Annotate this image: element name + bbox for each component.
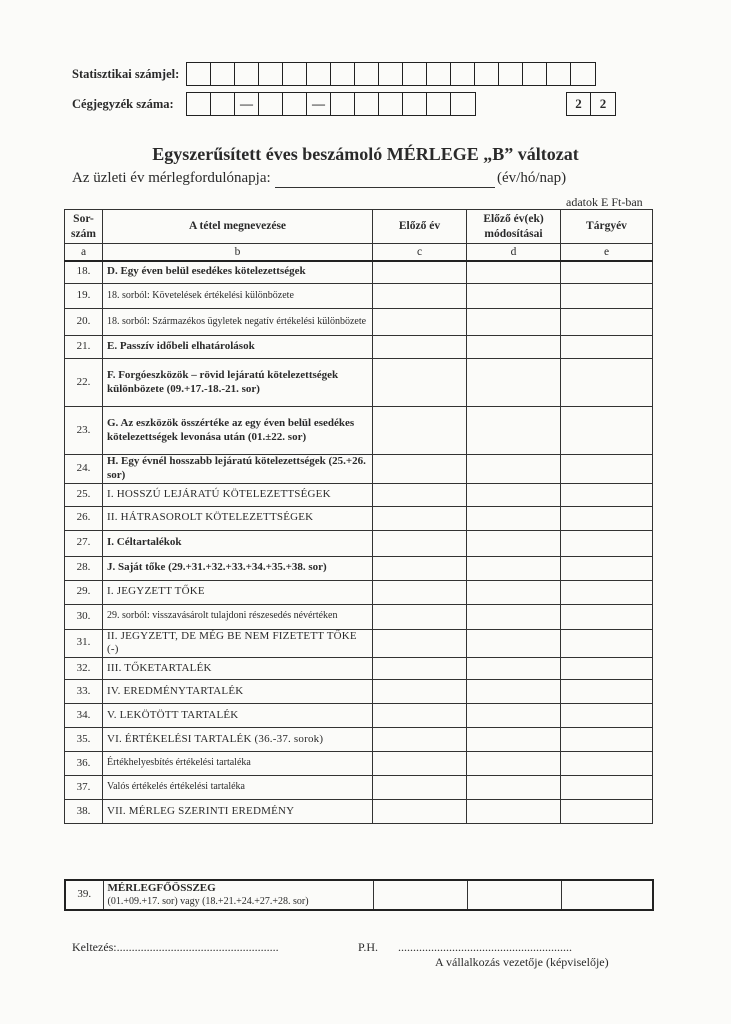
total-table bbox=[64, 879, 654, 911]
cell-mod[interactable] bbox=[467, 680, 561, 704]
cell-prev[interactable] bbox=[373, 776, 467, 800]
cell-prev[interactable] bbox=[373, 284, 467, 309]
col-header-name: A tétel megnevezése bbox=[103, 210, 373, 244]
cell-mod[interactable] bbox=[467, 407, 561, 455]
table-row bbox=[65, 629, 653, 658]
row-number: 36. bbox=[65, 752, 103, 776]
cell-mod[interactable] bbox=[467, 880, 561, 910]
row-number: 24. bbox=[65, 455, 103, 484]
unit-note: adatok E Ft-ban bbox=[566, 195, 643, 209]
signature-label: A vállalkozás vezetője (képviselője) bbox=[435, 955, 609, 969]
digit-cell[interactable] bbox=[379, 93, 403, 115]
row-number: 18. bbox=[65, 261, 103, 284]
cell-mod[interactable] bbox=[467, 455, 561, 484]
digit-cell[interactable] bbox=[571, 63, 595, 85]
row-number: 26. bbox=[65, 506, 103, 530]
digit-cell[interactable] bbox=[283, 63, 307, 85]
cell-mod[interactable] bbox=[467, 800, 561, 824]
cell-curr[interactable] bbox=[561, 728, 653, 752]
cell-mod[interactable] bbox=[467, 556, 561, 580]
cell-mod[interactable] bbox=[467, 261, 561, 284]
date-field[interactable]: Keltezés:...................................................... bbox=[72, 940, 279, 954]
digit-cell[interactable] bbox=[427, 93, 451, 115]
cell-curr[interactable] bbox=[561, 506, 653, 530]
row-number: 37. bbox=[65, 776, 103, 800]
col-letter-c: c bbox=[373, 244, 467, 261]
digit-cell[interactable] bbox=[403, 63, 427, 85]
stamp-label: P.H. bbox=[358, 940, 379, 954]
company-reg-label: Cégjegyzék száma: bbox=[72, 97, 174, 111]
row-label: Valós értékelés értékelési tartaléka bbox=[103, 776, 373, 800]
row-label: II. JEGYZETT, DE MÉG BE NEM FIZETETT TŐKE (-) bbox=[103, 629, 373, 658]
row-number: 31. bbox=[65, 629, 103, 658]
cell-curr[interactable] bbox=[561, 407, 653, 455]
cell-prev[interactable] bbox=[373, 580, 467, 604]
cell-mod[interactable] bbox=[467, 776, 561, 800]
page-title: Egyszerűsített éves beszámoló MÉRLEGE „B” változat bbox=[152, 144, 579, 164]
digit-cell[interactable] bbox=[259, 93, 283, 115]
cell-mod[interactable] bbox=[467, 728, 561, 752]
cell-mod[interactable] bbox=[467, 483, 561, 506]
table-row bbox=[65, 556, 653, 580]
row-number: 23. bbox=[65, 407, 103, 455]
row-number: 27. bbox=[65, 530, 103, 556]
cell-mod[interactable] bbox=[467, 629, 561, 658]
cell-mod[interactable] bbox=[467, 658, 561, 680]
digit-cell[interactable] bbox=[211, 63, 235, 85]
digit-cell[interactable] bbox=[427, 63, 451, 85]
row-label: II. HÁTRASOROLT KÖTELEZETTSÉGEK bbox=[103, 506, 373, 530]
row-number: 22. bbox=[65, 359, 103, 407]
cell-mod[interactable] bbox=[467, 530, 561, 556]
row-label: D. Egy éven belül esedékes kötelezettségek bbox=[103, 261, 373, 284]
balance-date-format: (év/hó/nap) bbox=[497, 170, 567, 186]
row-number: 19. bbox=[65, 284, 103, 309]
digit-cell[interactable] bbox=[523, 63, 547, 85]
cell-curr[interactable] bbox=[561, 658, 653, 680]
stat-number-label: Statisztikai számjel: bbox=[72, 67, 180, 81]
balance-date-label: Az üzleti év mérlegfordulónapja: bbox=[72, 170, 271, 186]
total-title: MÉRLEGFŐÖSSZEG bbox=[107, 881, 216, 894]
cell-mod[interactable] bbox=[467, 704, 561, 728]
cell-mod[interactable] bbox=[467, 284, 561, 309]
digit-cell[interactable] bbox=[451, 93, 475, 115]
table-row bbox=[65, 284, 653, 309]
col-header-mod: Előző év(ek) módosításai bbox=[467, 210, 561, 244]
balance-table bbox=[64, 209, 653, 824]
row-label: E. Passzív időbeli elhatárolások bbox=[103, 336, 373, 359]
digit-cell[interactable] bbox=[211, 93, 235, 115]
cell-curr[interactable] bbox=[561, 261, 653, 284]
col-letter-a: a bbox=[65, 244, 103, 261]
row-label: F. Forgóeszközök – rövid lejáratú kötelezettségek különbözete (09.+17.-18.-21. sor) bbox=[103, 359, 373, 407]
row-number: 34. bbox=[65, 704, 103, 728]
digit-cell[interactable]: 2 bbox=[599, 96, 607, 111]
cell-curr[interactable] bbox=[561, 629, 653, 658]
col-header-prev: Előző év bbox=[373, 210, 467, 244]
table-row-total bbox=[65, 880, 653, 910]
cell-curr[interactable] bbox=[561, 880, 653, 910]
digit-cell[interactable] bbox=[259, 63, 283, 85]
signature-line[interactable]: .......................................................... bbox=[398, 940, 572, 954]
row-number: 20. bbox=[65, 309, 103, 336]
row-number: 39. bbox=[65, 880, 103, 910]
cell-curr[interactable] bbox=[561, 580, 653, 604]
col-header-sor: Sor-szám bbox=[65, 210, 103, 244]
row-label: J. Saját tőke (29.+31.+32.+33.+34.+35.+38. sor) bbox=[103, 556, 373, 580]
row-label: I. Céltartalékok bbox=[103, 530, 373, 556]
cell-prev[interactable] bbox=[373, 752, 467, 776]
row-label: VI. ÉRTÉKELÉSI TARTALÉK (36.-37. sorok) bbox=[103, 728, 373, 752]
cell-mod[interactable] bbox=[467, 752, 561, 776]
row-label: H. Egy évnél hosszabb lejáratú kötelezettségek (25.+26. sor) bbox=[103, 455, 373, 484]
balance-date-line[interactable] bbox=[275, 187, 495, 188]
col-letter-e: e bbox=[561, 244, 653, 261]
row-number: 25. bbox=[65, 483, 103, 506]
cell-prev[interactable] bbox=[373, 506, 467, 530]
row-label: V. LEKÖTÖTT TARTALÉK bbox=[103, 704, 373, 728]
row-number: 38. bbox=[65, 800, 103, 824]
table-row bbox=[65, 530, 653, 556]
cell-curr[interactable] bbox=[561, 680, 653, 704]
cell-prev[interactable] bbox=[373, 880, 467, 910]
col-letter-b: b bbox=[103, 244, 373, 261]
table-row bbox=[65, 261, 653, 284]
row-number: 32. bbox=[65, 658, 103, 680]
table-row bbox=[65, 309, 653, 336]
cell-curr[interactable] bbox=[561, 604, 653, 629]
row-number: 30. bbox=[65, 604, 103, 629]
digit-cell[interactable] bbox=[235, 63, 259, 85]
table-row bbox=[65, 407, 653, 455]
row-label: Értékhelyesbítés értékelési tartaléka bbox=[103, 752, 373, 776]
cell-prev[interactable] bbox=[373, 658, 467, 680]
digit-cell[interactable] bbox=[499, 63, 523, 85]
row-label: G. Az eszközök összértéke az egy éven belül esedékes kötelezettségek levonása után (01.±22. sor) bbox=[103, 407, 373, 455]
table-row bbox=[65, 800, 653, 824]
digit-cell[interactable] bbox=[331, 93, 355, 115]
row-number: 35. bbox=[65, 728, 103, 752]
table-row bbox=[65, 580, 653, 604]
digit-cell[interactable] bbox=[475, 63, 499, 85]
digit-cell[interactable] bbox=[187, 93, 211, 115]
row-number: 33. bbox=[65, 680, 103, 704]
row-number: 21. bbox=[65, 336, 103, 359]
digit-cell[interactable] bbox=[283, 93, 307, 115]
row-number: 29. bbox=[65, 580, 103, 604]
digit-cell[interactable] bbox=[379, 63, 403, 85]
cell-curr[interactable] bbox=[561, 556, 653, 580]
cell-prev[interactable] bbox=[373, 309, 467, 336]
cell-mod[interactable] bbox=[467, 580, 561, 604]
row-number: 28. bbox=[65, 556, 103, 580]
digit-cell[interactable] bbox=[403, 93, 427, 115]
cell-prev[interactable] bbox=[373, 680, 467, 704]
cell-prev[interactable] bbox=[373, 483, 467, 506]
cell-curr[interactable] bbox=[561, 455, 653, 484]
row-label: 18. sorból: Származékos ügyletek negatív értékelési különbözete bbox=[103, 309, 373, 336]
table-row bbox=[65, 704, 653, 728]
table-row bbox=[65, 776, 653, 800]
company-reg-suffix bbox=[566, 92, 616, 116]
cell-prev[interactable] bbox=[373, 359, 467, 407]
row-label: 29. sorból: visszavásárolt tulajdoni részesedés névértéken bbox=[103, 604, 373, 629]
cell-curr[interactable] bbox=[561, 530, 653, 556]
row-label: III. TŐKETARTALÉK bbox=[103, 658, 373, 680]
table-row bbox=[65, 359, 653, 407]
cell-prev[interactable] bbox=[373, 629, 467, 658]
digit-cell[interactable]: 2 bbox=[567, 93, 591, 115]
total-formula: (01.+09.+17. sor) vagy (18.+21.+24.+27.+28. sor) bbox=[107, 895, 309, 907]
row-label: I. JEGYZETT TŐKE bbox=[103, 580, 373, 604]
table-row bbox=[65, 455, 653, 484]
cell-mod[interactable] bbox=[467, 506, 561, 530]
digit-cell[interactable] bbox=[187, 63, 211, 85]
table-row bbox=[65, 658, 653, 680]
cell-curr[interactable] bbox=[561, 752, 653, 776]
table-row bbox=[65, 728, 653, 752]
cell-curr[interactable] bbox=[561, 309, 653, 336]
cell-curr[interactable] bbox=[561, 483, 653, 506]
row-label: 18. sorból: Követelések értékelési különbözete bbox=[103, 284, 373, 309]
cell-prev[interactable] bbox=[373, 407, 467, 455]
digit-cell[interactable] bbox=[355, 93, 379, 115]
cell-prev[interactable] bbox=[373, 530, 467, 556]
cell-prev[interactable] bbox=[373, 604, 467, 629]
cell-curr[interactable] bbox=[561, 284, 653, 309]
digit-cell[interactable]: — bbox=[307, 93, 331, 115]
cell-prev[interactable] bbox=[373, 336, 467, 359]
cell-mod[interactable] bbox=[467, 336, 561, 359]
row-label: I. HOSSZÚ LEJÁRATÚ KÖTELEZETTSÉGEK bbox=[103, 483, 373, 506]
table-row bbox=[65, 336, 653, 359]
table-row bbox=[65, 752, 653, 776]
cell-prev[interactable] bbox=[373, 728, 467, 752]
cell-prev[interactable] bbox=[373, 261, 467, 284]
col-letter-d: d bbox=[467, 244, 561, 261]
digit-cell[interactable]: — bbox=[235, 93, 259, 115]
cell-mod[interactable] bbox=[467, 604, 561, 629]
company-reg-cells bbox=[186, 92, 476, 116]
row-label: IV. EREDMÉNYTARTALÉK bbox=[103, 680, 373, 704]
cell-curr[interactable] bbox=[561, 800, 653, 824]
digit-cell[interactable] bbox=[331, 63, 355, 85]
stat-number-cells bbox=[186, 62, 596, 86]
digit-cell[interactable] bbox=[355, 63, 379, 85]
table-row bbox=[65, 680, 653, 704]
cell-prev[interactable] bbox=[373, 800, 467, 824]
cell-curr[interactable] bbox=[561, 359, 653, 407]
cell-mod[interactable] bbox=[467, 309, 561, 336]
cell-prev[interactable] bbox=[373, 455, 467, 484]
cell-prev[interactable] bbox=[373, 704, 467, 728]
table-row bbox=[65, 483, 653, 506]
cell-mod[interactable] bbox=[467, 359, 561, 407]
digit-cell[interactable] bbox=[307, 63, 331, 85]
row-label: VII. MÉRLEG SZERINTI EREDMÉNY bbox=[103, 800, 373, 824]
col-header-curr: Tárgyév bbox=[561, 210, 653, 244]
cell-curr[interactable] bbox=[561, 776, 653, 800]
digit-cell[interactable] bbox=[451, 63, 475, 85]
cell-prev[interactable] bbox=[373, 556, 467, 580]
table-row bbox=[65, 506, 653, 530]
cell-curr[interactable] bbox=[561, 336, 653, 359]
table-row bbox=[65, 604, 653, 629]
cell-curr[interactable] bbox=[561, 704, 653, 728]
row-label bbox=[103, 880, 373, 910]
digit-cell[interactable] bbox=[547, 63, 571, 85]
